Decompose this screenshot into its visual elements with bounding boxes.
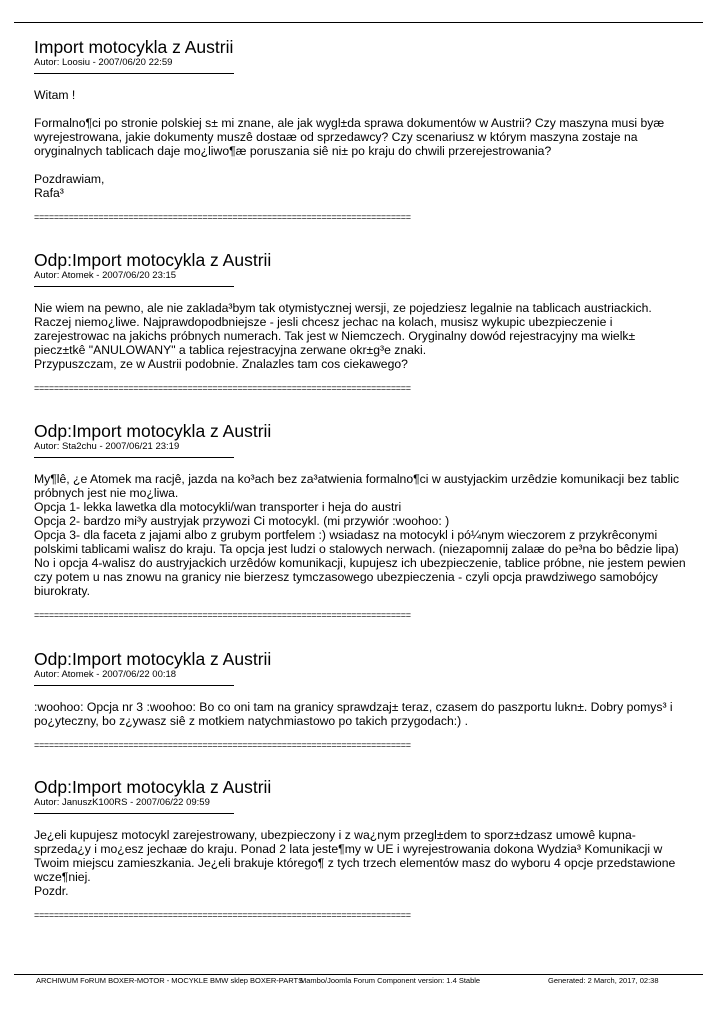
post-body: Je¿eli kupujesz motocykl zarejestrowany, ubezpieczony i z wa¿nym przegl±dem to sporz±dzasz umowê kupna-sprzeda¿y i mo¿esz jechaæ do kraju. Ponad 2 lata jeste¶my w UE i wyrejestrowania dokona Wydzia³ Komunikacji w Twoim miejscu zamieszkania. Je¿eli brakuje którego¶ z tych trzech elementów masz do wyboru 4 opcje przedstawione wcze¶niej. Pozdr. bbox=[34, 828, 676, 898]
meta-underline bbox=[34, 813, 234, 814]
post-separator: ============================================================================ bbox=[34, 212, 411, 222]
post-author-date: Autor: Atomek - 2007/06/22 00:18 bbox=[34, 669, 177, 680]
top-rule bbox=[14, 22, 703, 23]
footer-rule bbox=[14, 974, 703, 975]
post-body: Witam ! Formalno¶ci po stronie polskiej s± mi znane, ale jak wygl±da sprawa dokumentów w Austrii? Czy maszyna musi byæ wyrejestrowana, jakie dokumenty muszê dostaæ od sprzedawcy? Czy scenariusz w którym maszyna zostaje na oryginalnych tablicach daje mo¿liwo¶æ poruszania siê ni± po kraju do chwili przerejestrowania? Pozdrawiam, Rafa³ bbox=[34, 88, 665, 200]
post-body: Nie wiem na pewno, ale nie zaklada³bym tak otymistycznej wersji, ze pojedziesz legalnie na tablicach austriackich. Raczej niemo¿liwe. Najprawdopodbniejsze - jesli chcesz jechac na kolach, musisz wykupic ubezpieczenie i zarejestrowac na jakichs próbnych numerach. Tak jest w Niemczech. Oryginalny dowód rejestracyjny ma wielk± piecz±tkê "ANULOWANY" a tablica rejestracyjna zerwane okr±g³e znaki. Przypuszczam, ze w Austrii podobnie. Znalazles tam cos ciekawego? bbox=[34, 301, 652, 371]
post-title: Odp:Import motocykla z Austrii bbox=[34, 777, 272, 797]
post-separator: ============================================================================ bbox=[34, 610, 411, 620]
post-5 bbox=[34, 778, 689, 920]
post-author-date: Autor: Atomek - 2007/06/20 23:15 bbox=[34, 270, 177, 281]
post-title: Odp:Import motocykla z Austrii bbox=[34, 649, 272, 669]
page-footer bbox=[0, 976, 725, 990]
footer-generated-date: Generated: 2 March, 2017, 02:38 bbox=[548, 976, 659, 985]
post-author-date: Autor: Sta2chu - 2007/06/21 23:19 bbox=[34, 441, 180, 452]
meta-underline bbox=[34, 685, 234, 686]
meta-underline bbox=[34, 457, 234, 458]
post-title: Import motocykla z Austrii bbox=[34, 37, 234, 57]
meta-underline bbox=[34, 286, 234, 287]
post-title: Odp:Import motocykla z Austrii bbox=[34, 421, 272, 441]
meta-underline bbox=[34, 73, 234, 74]
post-2 bbox=[34, 251, 689, 393]
post-separator: ============================================================================ bbox=[34, 910, 411, 920]
footer-site-name: ARCHIWUM FoRUM BOXER-MOTOR - MOCYKLE BMW sklep BOXER-PARTS bbox=[36, 976, 304, 985]
post-separator: ============================================================================ bbox=[34, 740, 411, 750]
post-3 bbox=[34, 422, 689, 620]
post-1 bbox=[34, 38, 689, 222]
post-body: My¶lê, ¿e Atomek ma racjê, jazda na ko³ach bez za³atwienia formalno¶ci w austyjackim urzêdzie komunikacji bez tablic próbnych jest nie mo¿liwa. Opcja 1- lekka lawetka dla motocykli/wan transporter i heja do austri Opcja 2- bardzo mi³y austryjak przywozi Ci motocykl. (mi przywiór :woohoo: ) Opcja 3- dla faceta z jajami albo z grubym portfelem :) wsiadasz na motocykl i pó¼nym wieczorem z przykrêconymi polskimi tablicami walisz do kraju. Ta opcja jest ludzi o stalowych nerwach. (niezapomnij zalaæ do pe³na bo bêdzie lipa) No i opcja 4-walisz do austryjackich urzêdów komunikacji, kupujesz ich ubezpieczenie, tablice próbne, nie jestem pewien czy potem u nas znowu na granicy nie bierzesz tymczasowego ubezpieczenia - czyli opcja prawdziwego samobójcy biurokraty. bbox=[34, 472, 686, 598]
post-separator: ============================================================================ bbox=[34, 383, 411, 393]
post-4 bbox=[34, 650, 689, 750]
post-title: Odp:Import motocykla z Austrii bbox=[34, 250, 272, 270]
footer-component-version: Mambo/Joomla Forum Component version: 1.4 Stable bbox=[300, 976, 481, 985]
post-author-date: Autor: Loosiu - 2007/06/20 22:59 bbox=[34, 57, 173, 68]
post-body: :woohoo: Opcja nr 3 :woohoo: Bo co oni tam na granicy sprawdzaj± teraz, czasem do paszportu lukn±. Dobry pomys³ i po¿yteczny, bo z¿ywasz siê z motkiem natychmiastowo po takich przygodach:) . bbox=[34, 700, 673, 728]
post-author-date: Autor: JanuszK100RS - 2007/06/22 09:59 bbox=[34, 797, 210, 808]
